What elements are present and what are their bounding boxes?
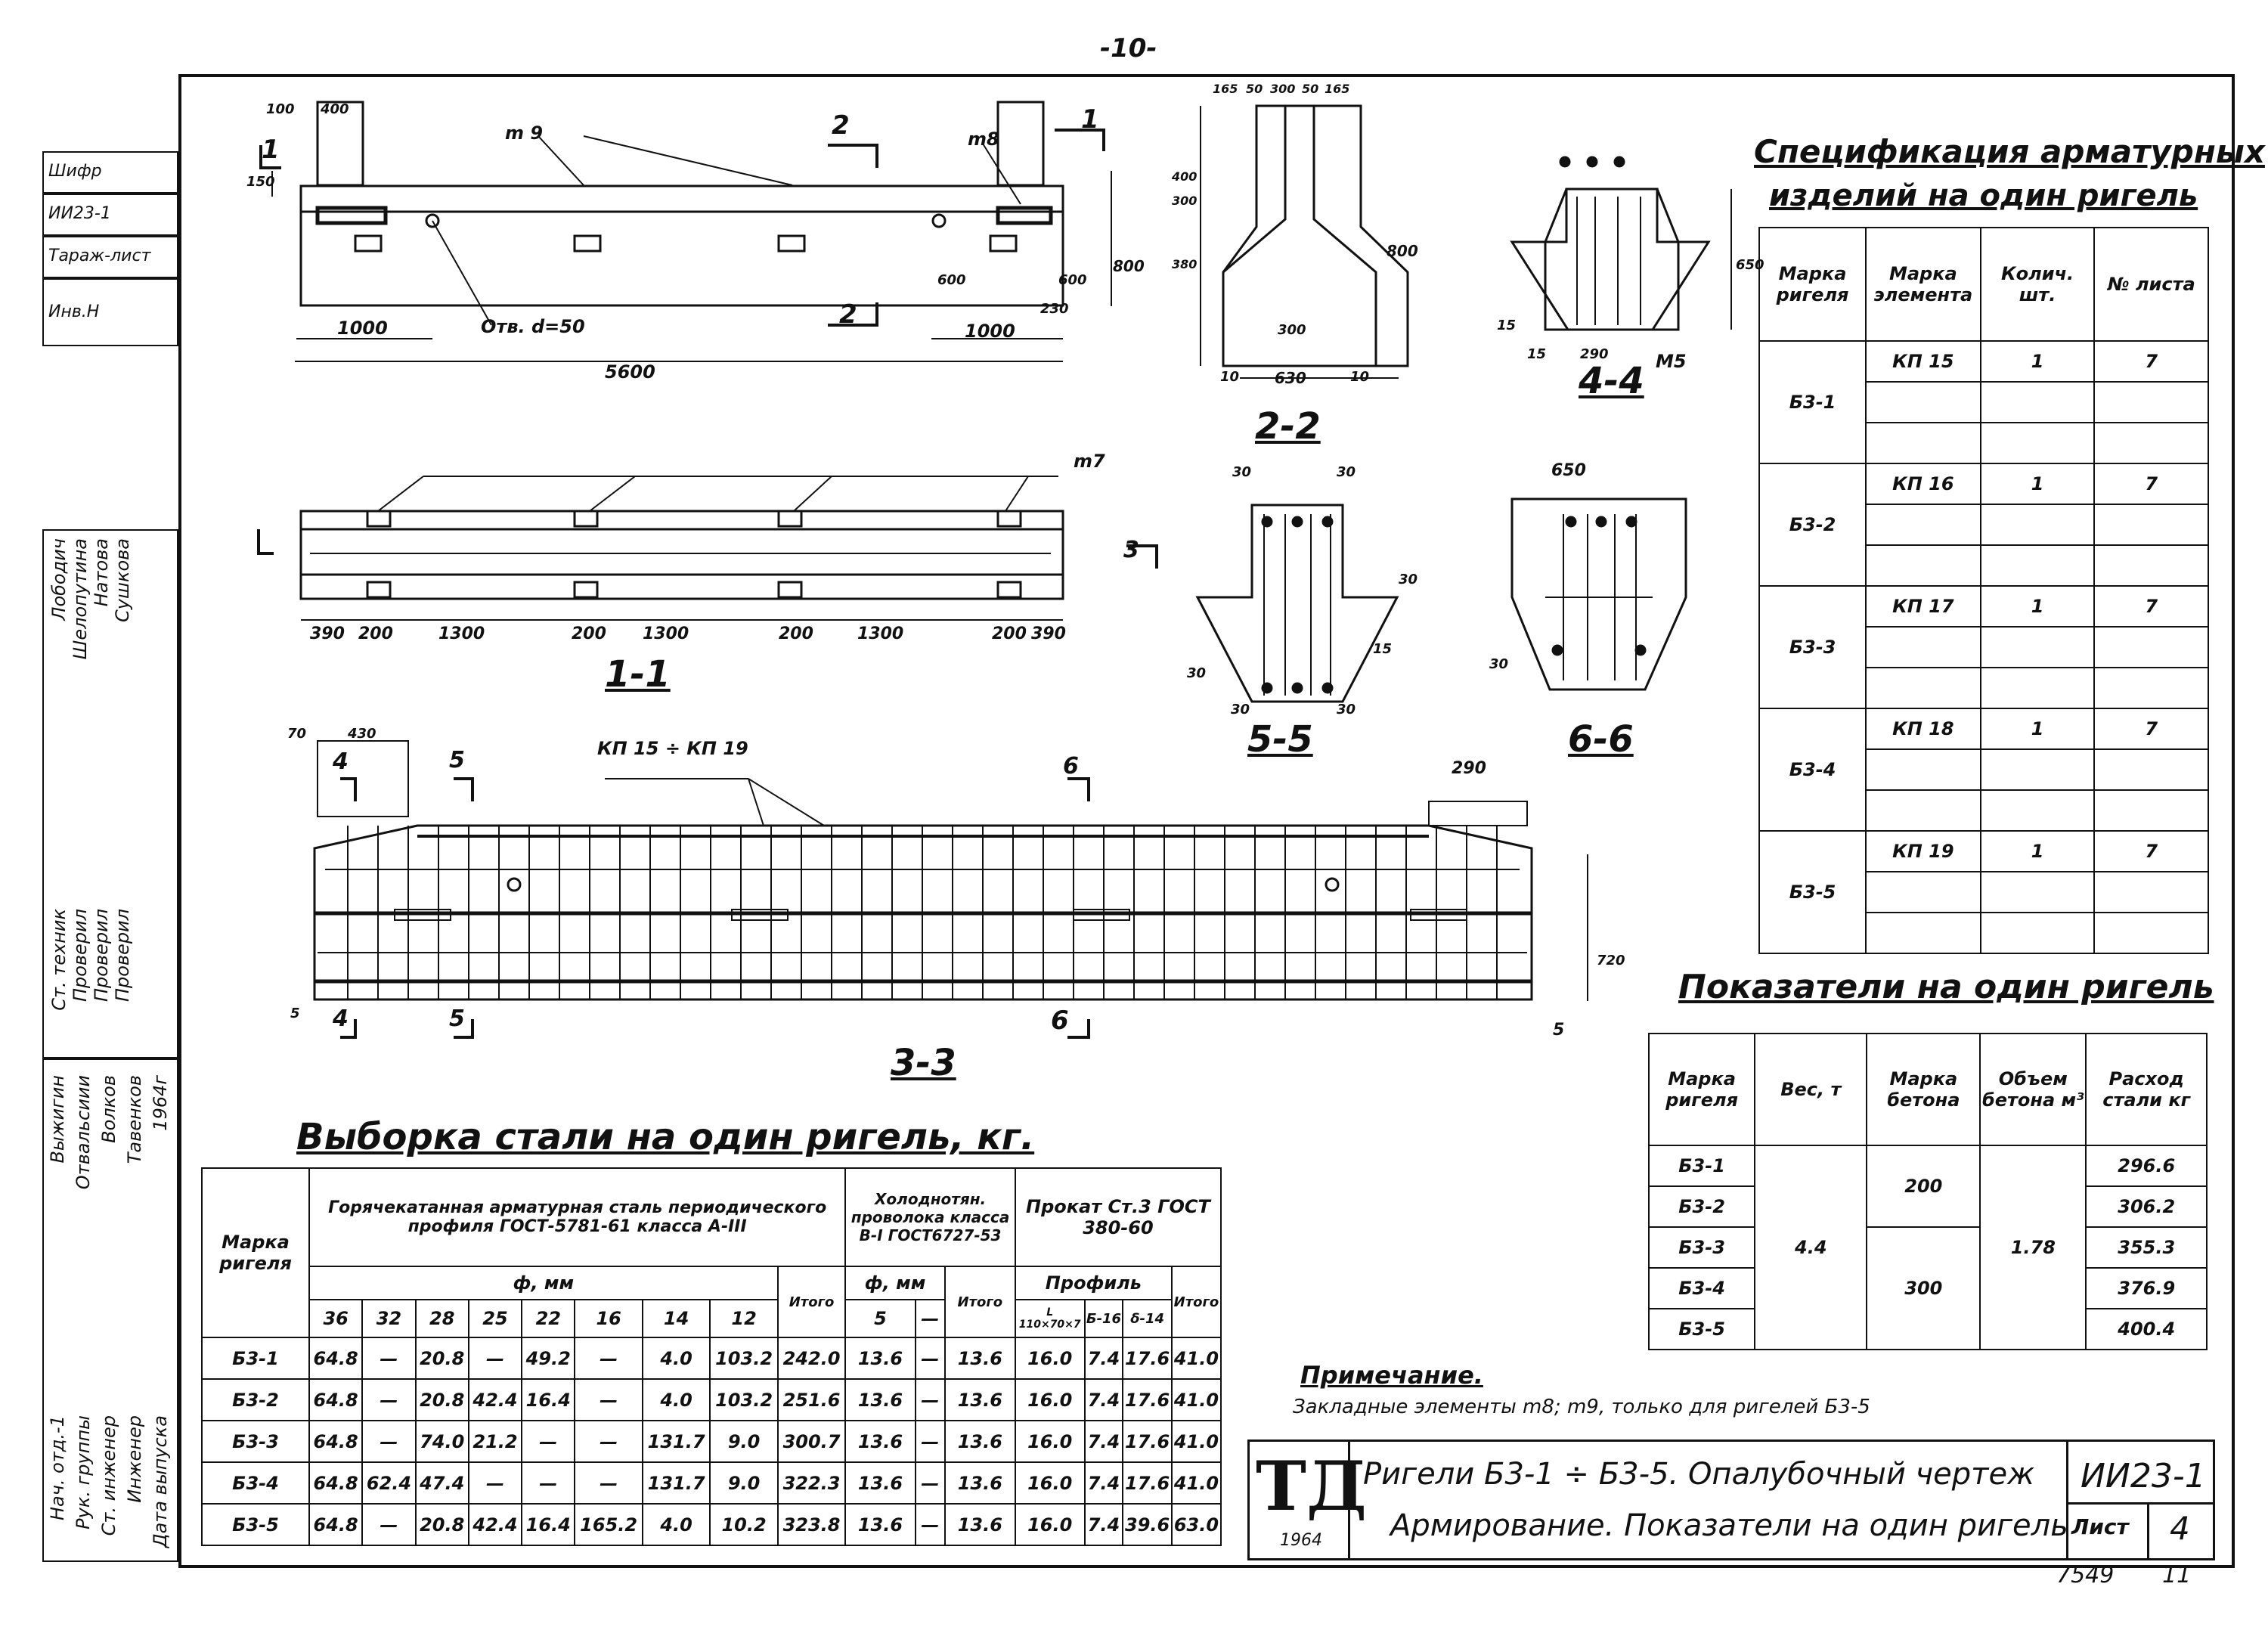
steel-r3-c16: 41.0 bbox=[1172, 1462, 1221, 1504]
dim-44-1: 15 bbox=[1497, 318, 1517, 333]
dim-55-5: 30 bbox=[1231, 702, 1250, 717]
steel-r2-c4: 21.2 bbox=[469, 1421, 522, 1462]
stamp-name2-3: Сушкова bbox=[112, 538, 133, 622]
steel-r1-c14: 7.4 bbox=[1085, 1379, 1123, 1421]
mark-m5: M5 bbox=[1656, 351, 1687, 372]
steel-r3-c13: 16.0 bbox=[1015, 1462, 1085, 1504]
steel-r0-c15: 17.6 bbox=[1123, 1337, 1172, 1379]
stamp-name2-0: Лободич bbox=[48, 538, 70, 621]
dim-33-3: 720 bbox=[1597, 953, 1625, 968]
stamp-role-0: Нач. отд.-1 bbox=[47, 1415, 68, 1521]
title-sheet-no: 4 bbox=[2170, 1510, 2190, 1547]
steel-sub-13: Б-16 bbox=[1085, 1300, 1123, 1337]
steel-r2-c3: 74.0 bbox=[416, 1421, 469, 1462]
spec-sheet-2: 7 bbox=[2094, 586, 2208, 627]
dim-11-7: 200 bbox=[992, 624, 1027, 643]
ind-steel-1: 306.2 bbox=[2086, 1186, 2207, 1227]
steel-sub-1: 32 bbox=[362, 1300, 415, 1337]
dim-22-6: 400 bbox=[1172, 169, 1198, 184]
table-row bbox=[202, 1379, 1221, 1421]
title-block bbox=[1247, 1440, 2215, 1560]
ind-h-0: Марка ригеля bbox=[1649, 1034, 1755, 1145]
steel-r4-c1: 64.8 bbox=[309, 1504, 362, 1545]
dim-top-9: 600 bbox=[937, 272, 966, 288]
spec-sheet-0: 7 bbox=[2094, 341, 2208, 382]
steel-r4-c3: 20.8 bbox=[416, 1504, 469, 1545]
note-title: Примечание. bbox=[1300, 1361, 1483, 1390]
steel-r4-c2: — bbox=[362, 1504, 415, 1545]
steel-r2-c6: — bbox=[575, 1421, 642, 1462]
steel-r0-c4: — bbox=[469, 1337, 522, 1379]
dim-33-5: 5 bbox=[1553, 1021, 1565, 1040]
dim-55-2: 30 bbox=[1399, 572, 1418, 587]
dim-33-4: 5 bbox=[290, 1006, 300, 1021]
title-logo: ТД bbox=[1256, 1446, 1367, 1526]
steel-r1-c4: 42.4 bbox=[469, 1379, 522, 1421]
spec-qty-4: 1 bbox=[1981, 831, 2095, 872]
steel-r0-c5: 49.2 bbox=[522, 1337, 575, 1379]
cut-marker-2: 2 bbox=[832, 110, 850, 141]
steel-sub-14: δ-14 bbox=[1123, 1300, 1172, 1337]
cut-marker-1: 1 bbox=[262, 135, 280, 165]
steel-r0-c3: 20.8 bbox=[416, 1337, 469, 1379]
cut-marker-2b: 2 bbox=[839, 299, 857, 330]
spec-table bbox=[1758, 227, 2209, 954]
stamp-role-3: Инженер bbox=[124, 1415, 145, 1503]
steel-r2-c7: 131.7 bbox=[643, 1421, 710, 1462]
dim-22-9: 630 bbox=[1275, 369, 1306, 387]
title-code-box bbox=[2066, 1442, 2215, 1558]
steel-r3-c9: 322.3 bbox=[778, 1462, 845, 1504]
ind-rigel-3: Б3-4 bbox=[1649, 1268, 1755, 1309]
steel-r3-c3: 47.4 bbox=[416, 1462, 469, 1504]
spec-qty-1: 1 bbox=[1981, 463, 2095, 504]
steel-r2-c11: — bbox=[916, 1421, 945, 1462]
steel-r4-c6: 165.2 bbox=[575, 1504, 642, 1545]
spec-title-1: Спецификация арматурных bbox=[1754, 133, 2265, 170]
steel-r3-c1: 64.8 bbox=[309, 1462, 362, 1504]
stamp-role2-3: Проверил bbox=[112, 909, 133, 1003]
steel-r0-c13: 16.0 bbox=[1015, 1337, 1085, 1379]
steel-r3-c2: 62.4 bbox=[362, 1462, 415, 1504]
spec-qty-0: 1 bbox=[1981, 341, 2095, 382]
dim-55-0: 30 bbox=[1232, 464, 1252, 480]
steel-r2-c12: 13.6 bbox=[945, 1421, 1015, 1462]
steel-r1-c16: 41.0 bbox=[1172, 1379, 1221, 1421]
steel-r3-c8: 9.0 bbox=[710, 1462, 777, 1504]
title-line-1: Ригели Б3-1 ÷ Б3-5. Опалубочный чертеж bbox=[1363, 1457, 2035, 1492]
ind-rigel-2: Б3-3 bbox=[1649, 1227, 1755, 1268]
dim-44-0: 650 bbox=[1736, 257, 1765, 273]
steel-r2-c16: 41.0 bbox=[1172, 1421, 1221, 1462]
ind-steel-3: 376.9 bbox=[2086, 1268, 2207, 1309]
steel-r3-c14: 7.4 bbox=[1085, 1462, 1123, 1504]
stamp-role-1: Рук. группы bbox=[73, 1415, 94, 1529]
dim-top-3: 1000 bbox=[337, 318, 388, 339]
ind-grade-a: 200 bbox=[1867, 1145, 1980, 1227]
section-view-5-5 bbox=[1198, 505, 1397, 702]
stamp-role2-0: Ст. техник bbox=[48, 909, 70, 1011]
steel-r3-c6: — bbox=[575, 1462, 642, 1504]
steel-r1-c15: 17.6 bbox=[1123, 1379, 1172, 1421]
section-view-4-4 bbox=[1512, 189, 1731, 330]
steel-r0-c2: — bbox=[362, 1337, 415, 1379]
steel-r0-c9: 242.0 bbox=[778, 1337, 845, 1379]
dim-11-5: 200 bbox=[779, 624, 813, 643]
ind-h-4: Расход стали кг bbox=[2086, 1034, 2207, 1145]
table-row bbox=[202, 1462, 1221, 1504]
spec-rigel-0: Б3-1 bbox=[1759, 341, 1866, 463]
dim-top-2: 150 bbox=[246, 174, 275, 190]
steel-r0-c6: — bbox=[575, 1337, 642, 1379]
section-view-6-6 bbox=[1512, 499, 1686, 690]
stamp-name-3: Тавенков bbox=[124, 1075, 145, 1164]
steel-r1-c8: 103.2 bbox=[710, 1379, 777, 1421]
table-row bbox=[202, 1421, 1221, 1462]
ind-weight: 4.4 bbox=[1755, 1145, 1867, 1350]
steel-r2-c9: 300.7 bbox=[778, 1421, 845, 1462]
steel-r3-c10: 13.6 bbox=[845, 1462, 915, 1504]
ind-grade-b: 300 bbox=[1867, 1227, 1980, 1350]
spec-element-0: КП 15 bbox=[1866, 341, 1981, 382]
stamp-cell-cipher: Шифр bbox=[42, 151, 178, 194]
steel-r4-c5: 16.4 bbox=[522, 1504, 575, 1545]
dim-22-8: 300 bbox=[1278, 322, 1306, 338]
dim-22-1: 50 bbox=[1246, 82, 1263, 96]
steel-r0-c12: 13.6 bbox=[945, 1337, 1015, 1379]
dim-44-3: 290 bbox=[1580, 346, 1609, 362]
steel-h-group2: Холоднотян. проволока класса В-I ГОСТ6727-53 bbox=[845, 1168, 1015, 1266]
dim-11-4: 1300 bbox=[643, 624, 689, 643]
title-year: 1964 bbox=[1280, 1531, 1322, 1550]
table-row bbox=[202, 1337, 1221, 1379]
spec-sheet-1: 7 bbox=[2094, 463, 2208, 504]
stamp-role-2: Ст. инженер bbox=[98, 1415, 119, 1536]
dim-22-0: 165 bbox=[1213, 82, 1238, 96]
dim-top-5: 5600 bbox=[605, 361, 655, 383]
ind-steel-4: 400.4 bbox=[2086, 1309, 2207, 1350]
steel-r4-c4: 42.4 bbox=[469, 1504, 522, 1545]
bottom-number-right: 11 bbox=[2162, 1562, 2192, 1588]
ind-rigel-0: Б3-1 bbox=[1649, 1145, 1755, 1186]
stamp-cell-inv: Инв.Н bbox=[42, 278, 178, 346]
steel-sub-11: Итого bbox=[945, 1266, 1015, 1337]
dim-11-8: 390 bbox=[1031, 624, 1066, 643]
table-row bbox=[202, 1504, 1221, 1545]
spec-qty-3: 1 bbox=[1981, 708, 2095, 749]
dim-33-2: 290 bbox=[1452, 759, 1486, 778]
mark-m8: m8 bbox=[968, 129, 999, 150]
steel-r4-c13: 16.0 bbox=[1015, 1504, 1085, 1545]
steel-sub-0: 36 bbox=[309, 1300, 362, 1337]
dim-66-1: 30 bbox=[1489, 656, 1509, 672]
dim-22-2: 300 bbox=[1270, 82, 1296, 96]
steel-r0-c14: 7.4 bbox=[1085, 1337, 1123, 1379]
stamp-cell-tirage: Тараж-лист bbox=[42, 236, 178, 278]
spec-element-1: КП 16 bbox=[1866, 463, 1981, 504]
dim-top-1: 400 bbox=[321, 101, 349, 117]
kp-range-label: КП 15 ÷ КП 19 bbox=[597, 738, 748, 759]
steel-r2-c8: 9.0 bbox=[710, 1421, 777, 1462]
section-label-3-3: 3-3 bbox=[891, 1042, 956, 1084]
section-label-5-5: 5-5 bbox=[1247, 718, 1313, 761]
steel-r2-c5: — bbox=[522, 1421, 575, 1462]
stamp-role2-1: Проверил bbox=[70, 909, 91, 1003]
spec-sheet-3: 7 bbox=[2094, 708, 2208, 749]
steel-r1-c9: 251.6 bbox=[778, 1379, 845, 1421]
steel-r0-c1: 64.8 bbox=[309, 1337, 362, 1379]
dim-66-0: 650 bbox=[1551, 461, 1586, 480]
steel-r0-c11: — bbox=[916, 1337, 945, 1379]
steel-r3-c5: — bbox=[522, 1462, 575, 1504]
steel-sub-12: L 110×70×7 bbox=[1015, 1300, 1085, 1337]
spec-title-2: изделий на один ригель bbox=[1769, 178, 2198, 213]
section-label-1-1: 1-1 bbox=[605, 653, 671, 696]
spec-rigel-3: Б3-4 bbox=[1759, 708, 1866, 831]
steel-r1-c1: 64.8 bbox=[309, 1379, 362, 1421]
spec-h-element: Марка элемента bbox=[1866, 228, 1981, 341]
dim-22-7: 380 bbox=[1172, 257, 1198, 271]
steel-r4-c7: 4.0 bbox=[643, 1504, 710, 1545]
stamp-name-1: Отвальсиии bbox=[73, 1075, 94, 1190]
dim-55-6: 30 bbox=[1337, 702, 1356, 717]
spec-rigel-2: Б3-3 bbox=[1759, 586, 1866, 708]
dim-55-3: 30 bbox=[1187, 665, 1207, 681]
steel-r4-c14: 7.4 bbox=[1085, 1504, 1123, 1545]
steel-r3-c12: 13.6 bbox=[945, 1462, 1015, 1504]
dim-top-8: 800 bbox=[1387, 242, 1418, 260]
steel-r1-c5: 16.4 bbox=[522, 1379, 575, 1421]
dim-top-0: 100 bbox=[266, 101, 295, 117]
steel-r1-c12: 13.6 bbox=[945, 1379, 1015, 1421]
ind-rigel-1: Б3-2 bbox=[1649, 1186, 1755, 1227]
dim-55-1: 30 bbox=[1337, 464, 1356, 480]
steel-r2-c14: 7.4 bbox=[1085, 1421, 1123, 1462]
ind-rigel-4: Б3-5 bbox=[1649, 1309, 1755, 1350]
title-sheet-label: Лист bbox=[2071, 1514, 2129, 1539]
steel-r4-c16: 63.0 bbox=[1172, 1504, 1221, 1545]
stamp-role-4: Дата выпуска bbox=[150, 1415, 171, 1548]
steel-r4-c8: 10.2 bbox=[710, 1504, 777, 1545]
steel-r1-c2: — bbox=[362, 1379, 415, 1421]
elevation-view-1-1 bbox=[259, 476, 1157, 620]
dim-11-1: 200 bbox=[358, 624, 393, 643]
ind-h-1: Вес, т bbox=[1755, 1034, 1867, 1145]
steel-r4-c0: Б3-5 bbox=[202, 1504, 309, 1545]
spec-h-sheet: № листа bbox=[2094, 228, 2208, 341]
cut-marker-3: 3 bbox=[1123, 537, 1139, 563]
stamp-name-4: 1964г bbox=[150, 1075, 171, 1131]
steel-table bbox=[201, 1167, 1222, 1546]
steel-r3-c11: — bbox=[916, 1462, 945, 1504]
steel-r0-c7: 4.0 bbox=[643, 1337, 710, 1379]
cut-marker-4: 4 bbox=[333, 748, 349, 775]
steel-r3-c4: — bbox=[469, 1462, 522, 1504]
dim-33-1: 430 bbox=[348, 726, 376, 742]
cut-marker-5b: 5 bbox=[449, 1006, 465, 1032]
spec-h-rigel: Марка ригеля bbox=[1759, 228, 1866, 341]
steel-r3-c15: 17.6 bbox=[1123, 1462, 1172, 1504]
bottom-number-left: 7549 bbox=[2056, 1562, 2115, 1588]
spec-element-3: КП 18 bbox=[1866, 708, 1981, 749]
steel-r0-c0: Б3-1 bbox=[202, 1337, 309, 1379]
dim-11-3: 200 bbox=[572, 624, 606, 643]
dim-22-4: 165 bbox=[1325, 82, 1350, 96]
dim-22-5: 300 bbox=[1172, 194, 1198, 208]
dim-33-0: 70 bbox=[287, 726, 307, 742]
dim-top-10: 600 bbox=[1058, 272, 1087, 288]
dim-top-7: 800 bbox=[1113, 257, 1145, 275]
stamp-cell-code: ИИ23-1 bbox=[42, 194, 178, 236]
steel-sub-8: Итого bbox=[778, 1266, 845, 1337]
title-code: ИИ23-1 bbox=[2081, 1457, 2206, 1495]
steel-sub-6: 14 bbox=[643, 1300, 710, 1337]
dim-top-4: 1000 bbox=[965, 321, 1015, 342]
dim-11-0: 390 bbox=[310, 624, 345, 643]
steel-title: Выборка стали на один ригель, кг. bbox=[296, 1116, 1035, 1158]
ind-steel-0: 296.6 bbox=[2086, 1145, 2207, 1186]
dim-top-6: 230 bbox=[1040, 301, 1069, 317]
steel-sub-3: 25 bbox=[469, 1300, 522, 1337]
steel-r2-c0: Б3-3 bbox=[202, 1421, 309, 1462]
stamp-name-0: Выжигин bbox=[47, 1075, 68, 1164]
steel-r4-c11: — bbox=[916, 1504, 945, 1545]
steel-sub-4: 22 bbox=[522, 1300, 575, 1337]
spec-h-qty: Колич. шт. bbox=[1981, 228, 2095, 341]
steel-r1-c0: Б3-2 bbox=[202, 1379, 309, 1421]
mark-m9: m 9 bbox=[505, 122, 544, 144]
steel-r4-c9: 323.8 bbox=[778, 1504, 845, 1545]
cut-marker-4b: 4 bbox=[333, 1006, 349, 1032]
section-label-4-4: 4-4 bbox=[1579, 360, 1644, 402]
cut-marker-6: 6 bbox=[1063, 753, 1079, 779]
steel-r1-c11: — bbox=[916, 1379, 945, 1421]
dim-22-3: 50 bbox=[1302, 82, 1319, 96]
elevation-view-3-3 bbox=[314, 741, 1588, 1037]
steel-r2-c10: 13.6 bbox=[845, 1421, 915, 1462]
dim-11-2: 1300 bbox=[438, 624, 485, 643]
steel-h-group3: Прокат Ст.3 ГОСТ 380-60 bbox=[1015, 1168, 1221, 1266]
steel-r2-c13: 16.0 bbox=[1015, 1421, 1085, 1462]
ind-h-3: Объем бетона м³ bbox=[1980, 1034, 2086, 1145]
steel-r1-c6: — bbox=[575, 1379, 642, 1421]
steel-sub-9: 5 bbox=[845, 1300, 915, 1337]
steel-r2-c1: 64.8 bbox=[309, 1421, 362, 1462]
steel-r4-c10: 13.6 bbox=[845, 1504, 915, 1545]
steel-r1-c13: 16.0 bbox=[1015, 1379, 1085, 1421]
title-logo-box bbox=[1250, 1442, 1367, 1558]
steel-r1-c10: 13.6 bbox=[845, 1379, 915, 1421]
steel-r3-c0: Б3-4 bbox=[202, 1462, 309, 1504]
stamp-name-2: Волков bbox=[98, 1075, 119, 1143]
steel-h-profile: Профиль bbox=[1015, 1266, 1172, 1300]
steel-r2-c15: 17.6 bbox=[1123, 1421, 1172, 1462]
dim-55-4: 15 bbox=[1373, 641, 1393, 657]
steel-h-phi2: ф, мм bbox=[845, 1266, 945, 1300]
cut-marker-1b: 1 bbox=[1081, 104, 1099, 135]
indicators-table bbox=[1648, 1033, 2208, 1350]
cut-marker-6b: 6 bbox=[1051, 1006, 1069, 1036]
steel-r0-c8: 103.2 bbox=[710, 1337, 777, 1379]
steel-r1-c7: 4.0 bbox=[643, 1379, 710, 1421]
steel-sub-5: 16 bbox=[575, 1300, 642, 1337]
mark-m7: m7 bbox=[1074, 451, 1105, 472]
spec-element-2: КП 17 bbox=[1866, 586, 1981, 627]
dim-11-6: 1300 bbox=[857, 624, 904, 643]
spec-sheet-4: 7 bbox=[2094, 831, 2208, 872]
steel-r4-c12: 13.6 bbox=[945, 1504, 1015, 1545]
stamp-name2-2: Натова bbox=[91, 538, 112, 607]
title-line-2: Армирование. Показатели на один ригель bbox=[1390, 1508, 2068, 1543]
dim-22-10: 10 bbox=[1220, 369, 1240, 385]
ind-h-2: Марка бетона bbox=[1867, 1034, 1980, 1145]
steel-h-group1: Горячекатанная арматурная сталь периодического профиля ГОСТ-5781-61 класса А-III bbox=[309, 1168, 845, 1266]
stamp-name2-1: Шелопутина bbox=[70, 538, 91, 660]
steel-r0-c10: 13.6 bbox=[845, 1337, 915, 1379]
steel-sub-10: — bbox=[916, 1300, 945, 1337]
section-label-6-6: 6-6 bbox=[1568, 718, 1634, 761]
page-number: -10- bbox=[1100, 33, 1157, 64]
spec-qty-2: 1 bbox=[1981, 586, 2095, 627]
steel-sub-2: 28 bbox=[416, 1300, 469, 1337]
steel-sub-15: Итого bbox=[1172, 1266, 1221, 1337]
ind-volume: 1.78 bbox=[1980, 1145, 2086, 1350]
ind-steel-2: 355.3 bbox=[2086, 1227, 2207, 1268]
note-text: Закладные элементы m8; m9, только для ригелей Б3-5 bbox=[1293, 1396, 1870, 1418]
spec-element-4: КП 19 bbox=[1866, 831, 1981, 872]
section-label-2-2: 2-2 bbox=[1255, 405, 1321, 448]
dim-44-2: 15 bbox=[1527, 346, 1547, 362]
cut-marker-5: 5 bbox=[449, 747, 465, 773]
indicators-title: Показатели на один ригель bbox=[1678, 968, 2214, 1006]
steel-r3-c7: 131.7 bbox=[643, 1462, 710, 1504]
steel-sub-7: 12 bbox=[710, 1300, 777, 1337]
steel-h-mark: Марка ригеля bbox=[202, 1168, 309, 1337]
steel-h-phi1: ф, мм bbox=[309, 1266, 778, 1300]
spec-rigel-4: Б3-5 bbox=[1759, 831, 1866, 953]
stamp-role2-2: Проверил bbox=[91, 909, 112, 1003]
hole-note: Отв. d=50 bbox=[481, 316, 585, 337]
steel-r4-c15: 39.6 bbox=[1123, 1504, 1172, 1545]
steel-r0-c16: 41.0 bbox=[1172, 1337, 1221, 1379]
steel-r2-c2: — bbox=[362, 1421, 415, 1462]
spec-rigel-1: Б3-2 bbox=[1759, 463, 1866, 586]
steel-r1-c3: 20.8 bbox=[416, 1379, 469, 1421]
dim-22-11: 10 bbox=[1350, 369, 1370, 385]
